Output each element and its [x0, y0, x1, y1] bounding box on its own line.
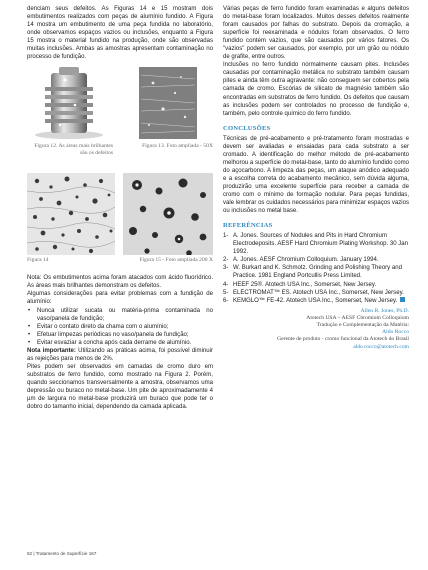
- note-important-label: Nota importante:: [27, 347, 76, 354]
- list-item: [223, 264, 409, 280]
- reference-number: 4-: [223, 281, 229, 288]
- figure-13-caption: Figura 13. Foto ampliada - 50X: [142, 143, 213, 150]
- list-item: • Nunca utilizar sucata ou matéria-prima contaminada no vaso/panela de fundição;: [27, 307, 213, 323]
- reference-text: KEMGLO™ FE-42. Atotech USA Inc., Somerset, New Jersey.: [233, 297, 398, 304]
- left-note-1: Nota: Os embutimentos acima foram atacados com ácido fluorídrico. As áreas mais brilhantes demonstram os defeitos.: [27, 275, 213, 290]
- figure-row-14-15: [27, 173, 213, 255]
- right-column: [223, 5, 409, 351]
- figure-14-caption: Figura 14: [27, 257, 49, 264]
- references-heading: REFERÊNCIAS: [223, 222, 273, 230]
- left-paragraph-2: Algumas considerações para evitar problemas com a fundição de alumínio:: [27, 291, 213, 306]
- references-list: [223, 232, 409, 304]
- author-2-role: Gerente de produto - cromo funcional da Atotech do Brasil: [277, 336, 409, 343]
- author-1-org: Atotech USA – AESF Chromium Colloquium: [306, 314, 409, 321]
- list-item: • Evitar o contato direto da chama com o alumínio;: [27, 323, 213, 331]
- list-item: [223, 232, 409, 256]
- left-note-important: [27, 347, 213, 363]
- left-column: [27, 5, 213, 411]
- reference-text: ELECTROMAT™ ES. Atotech USA Inc., Somerset, New Jersey.: [233, 289, 404, 296]
- reference-text: A. Jones. AESF Chromium Colloquium. January 1994.: [233, 257, 379, 264]
- right-paragraph-2: Inclusões no ferro fundido normalmente causam pites. Inclusões causadas por contaminação metálica no substrato também causam pites e ainda têm outra agravante: não conseguem ser cobertos pela camada de cromo. Escórias de silicato de magnésio também são encontradas em substratos de ferro fundido. Os defeitos que causam as inclusões podem ser controlados no processo de fundição e, também, pelo controle químico do ferro fundido.: [223, 62, 409, 117]
- left-paragraph-3: Pites podem ser observados em camadas de cromo duro em substratos de ferro fundido, como mostrado na Figura 2. Porém, quando seccionamos transversalmente a amostra, observamos uma depressão ou buraco no metal-base. Um pite de aproximadamente 4 µm de largura no metal-base produzirá um buraco que pode ter o dobro do tamanho inicial, dependendo da camada aplicada.: [27, 363, 213, 411]
- note-important-text: Utilizando as práticas acima, foi possível diminuir as rejeições para menos de 2%.: [27, 347, 213, 362]
- figure-12-image: [29, 65, 113, 141]
- reference-number: 5-: [223, 289, 229, 296]
- figure-row-12-13: [27, 65, 213, 141]
- conclusions-paragraph: Técnicas de pré-acabamento e pré-tratamento foram mostradas e devem ser avaliadas e ensaiadas para cada substrato a ser cromado. A identificação do melhor método de pré-acabamento melhorou a superfície do metal-base, tanto do alumínio fundido como do açocarbono. A limpeza das peças, um ataque anódico adequado e a escolha correta do acabamento mecânico, sem dúvida alguma, produzirão uma excelente superfície para receber a camada de cromo com o mínimo de formação nodular. Para peças fundidas, vale lembrar os cuidados necessários para minimizar espaços vazios ou inclusões no metal base.: [223, 135, 409, 215]
- reference-text: HEEF 25®. Atotech USA Inc., Somerset, New Jersey.: [233, 281, 377, 288]
- reference-text: A. Jones. Sources of Nodules and Pits in Hard Chromium Electrodeposits. AESF Hard Chromium Plating Workshop. 30 Jan 1992.: [233, 233, 408, 256]
- page-footer: 62 | Tratamento de Superfície 167: [27, 551, 97, 556]
- conclusions-heading: CONCLUSÕES: [223, 124, 271, 132]
- right-paragraph-1: Várias peças de ferro fundido foram examinadas e alguns defeitos do metal-base foram localizados. Muitos desses defeitos realmente foram causados por falhas do substrato. Depois da cromação, a superfície foi reexaminada e nódulos foram observados. O ferro fundido contém vazios, que são causados por vários fatores. Os "vazios" podem ser causados, por exemplo, por um grão ou nódulo de grafite, entre outros.: [223, 6, 409, 61]
- list-item: • Efetuar limpezas periódicas no vaso/panela de fundição;: [27, 331, 213, 339]
- author-2-name: Aldo Rocco: [382, 329, 409, 336]
- reference-number: 1-: [223, 233, 229, 240]
- list-item: [223, 297, 409, 305]
- figure-12-caption: Figura 12. As áreas mais brilhantes são os defeitos: [34, 143, 113, 157]
- list-item: [223, 289, 409, 297]
- figure-15-image: [123, 173, 213, 255]
- author-block: [223, 308, 409, 351]
- caption-row-14-15: [27, 257, 213, 274]
- list-item: [223, 281, 409, 289]
- left-paragraph-1: denciam seus defeitos. As Figuras 14 e 15 mostram dois embutimentos realizados com peças de alumínio fundido. A Figura 14 mostra um embutimento de uma peça fundida no laboratório, onde observamos espaços vazios ou inclusões, enquanto a Figura 15 mostra o material fundido na produção, onde são observadas muitas inclusões. Ambas as amostras apresentam contaminação no processo de fundição.: [27, 6, 213, 61]
- author-2-email: aldo.rocco@atotech.com: [353, 343, 409, 350]
- reference-number: 6-: [223, 297, 229, 304]
- figure-13-image: [123, 65, 213, 141]
- figure-15-caption: Figura 15 - Foto ampliada 200 X: [139, 257, 213, 264]
- reference-number: 2-: [223, 257, 229, 264]
- translation-label: Tradução e Complementação da Matéria:: [316, 322, 409, 329]
- figure-14-image: [27, 173, 115, 255]
- reference-number: 3-: [223, 265, 229, 272]
- considerations-list: [27, 307, 213, 347]
- reference-text: W. Burkart and K. Schmotz. Grinding and Polishing Theory and Practice. 1981 England Portcullis Press Limited.: [233, 265, 402, 280]
- author-1-name: Allen R. Jones, Ph.D.: [360, 307, 409, 314]
- end-square-icon: [400, 297, 405, 302]
- list-item: • Evitar esvaziar a concha após cada derrame de alumínio.: [27, 339, 213, 347]
- list-item: [223, 256, 409, 264]
- caption-row-12-13: [27, 143, 213, 167]
